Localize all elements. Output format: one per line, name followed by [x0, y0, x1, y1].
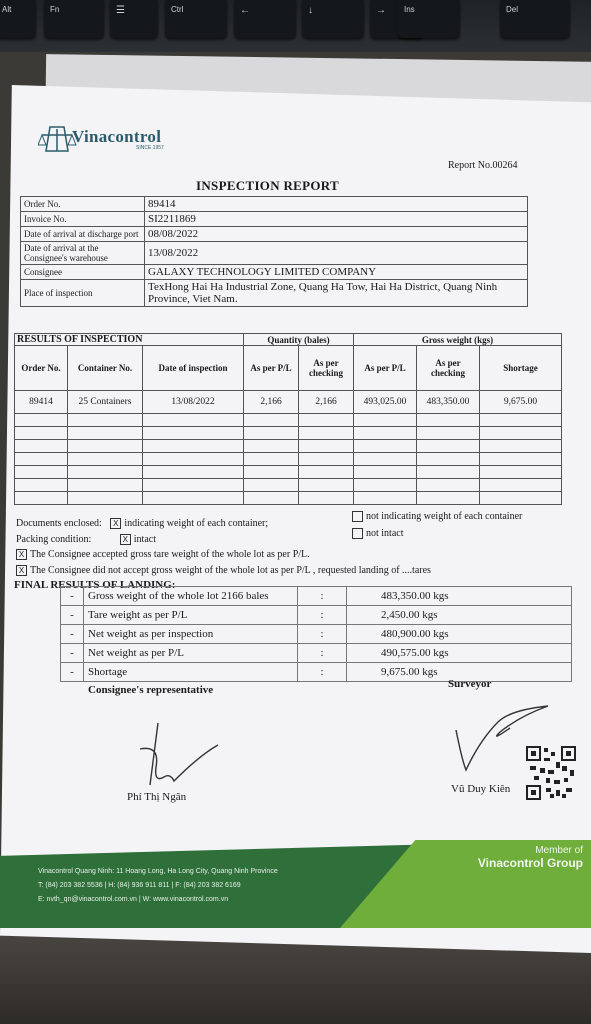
key-menu [110, 0, 158, 38]
order-info-table [20, 196, 528, 307]
table-row: - Gross weight of the whole lot 2166 bales : 483,350.00 kgs [61, 587, 572, 606]
surveyor-name: Vũ Duy Kiên [451, 783, 511, 795]
key-alt: Alt [0, 0, 36, 38]
key-del: Del [500, 0, 570, 38]
arrow-down-icon: ↓ [308, 5, 313, 16]
table-row-empty [15, 440, 562, 453]
docs-not-weight-option: not indicating weight of each container [366, 511, 523, 522]
table-row-empty [15, 492, 562, 505]
packing-not-intact-row [352, 528, 404, 539]
landing-value: 2,450.00 kgs [347, 606, 572, 625]
date-header: Date of inspection [143, 346, 244, 391]
landing-value: 480,900.00 kgs [347, 625, 572, 644]
footer-member-line: Member of [535, 845, 583, 856]
cell-qty-checking: 2,166 [299, 390, 354, 413]
table-row: - Tare weight as per P/L : 2,450.00 kgs [61, 606, 572, 625]
footer-member [478, 845, 583, 870]
docs-weight-option: indicating weight of each container; [124, 518, 269, 529]
landing-label: Shortage [84, 663, 298, 682]
landing-value: 483,350.00 kgs [347, 587, 572, 606]
cell-shortage: 9,675.00 [480, 390, 562, 413]
footer-address: Vinacontrol Quang Ninh: 11 Hoang Long, Ha Long City, Quang Ninh Province [38, 868, 278, 875]
order-no-header: Order No. [15, 346, 68, 391]
info-value: TexHong Hai Ha Industrial Zone, Quang Ha Tow, Hai Ha District, Quang Ninh Province, Viet Nam. [145, 280, 528, 307]
table-row-empty [15, 414, 562, 427]
shortage-header: Shortage [480, 346, 562, 391]
info-label: Date of arrival at discharge port [21, 227, 145, 242]
info-value: GALAXY TECHNOLOGY LIMITED COMPANY [145, 265, 528, 280]
cell-gross-checking: 483,350.00 [417, 390, 480, 413]
accepted-text: The Consignee accepted gross tare weight of the whole lot as per P/L. [30, 549, 310, 560]
table-row-empty [15, 479, 562, 492]
inspection-results-table [14, 333, 562, 505]
qr-code-icon [526, 746, 576, 800]
keyboard-background [0, 0, 591, 52]
docs-not-weight-checkbox [352, 511, 363, 522]
quantity-header: Quantity (bales) [244, 334, 354, 346]
info-value: 13/08/2022 [145, 242, 528, 265]
container-no-header: Container No. [68, 346, 143, 391]
table-row [15, 390, 562, 413]
packing-intact-checkbox: X [120, 534, 131, 545]
info-label: Date of arrival at the Consignee's warehouse [21, 242, 145, 265]
footer-contact: E: nvth_qn@vinacontrol.com.vn | W: www.vinacontrol.com.vn [38, 896, 229, 903]
cell-gross-pl: 493,025.00 [354, 390, 417, 413]
cell-date: 13/08/2022 [143, 390, 244, 413]
cell-order-no: 89414 [15, 390, 68, 413]
documents-enclosed-row [16, 518, 268, 529]
final-results-title: FINAL RESULTS OF LANDING: [14, 579, 176, 591]
docs-not-weight-row [352, 511, 522, 522]
key-down [302, 0, 364, 38]
accepted-row [16, 549, 310, 560]
landing-label: Tare weight as per P/L [84, 606, 298, 625]
report-number: Report No.00264 [448, 160, 518, 171]
not-accepted-row [16, 565, 431, 576]
table-row [21, 212, 528, 227]
table-row-empty [15, 453, 562, 466]
info-label: Order No. [21, 197, 145, 212]
packing-not-intact-option: not intact [366, 528, 404, 539]
packing-condition-row [16, 534, 156, 545]
footer-group-name: Vinacontrol Group [477, 856, 583, 870]
consignee-representative-title: Consignee's representative [88, 684, 214, 696]
menu-icon: ☰ [116, 5, 125, 16]
table-row-empty [15, 427, 562, 440]
landing-label: Net weight as per P/L [84, 644, 298, 663]
table-row [21, 242, 528, 265]
key-ins: Ins [398, 0, 460, 38]
packing-intact-option: intact [133, 534, 156, 545]
table-row: - Net weight as per P/L : 490,575.00 kgs [61, 644, 572, 663]
packing-condition-label: Packing condition: [16, 534, 92, 545]
landing-label: Net weight as per inspection [84, 625, 298, 644]
info-label: Place of inspection [21, 280, 145, 307]
table-row: - Shortage : 9,675.00 kgs [61, 663, 572, 682]
results-title: RESULTS OF INSPECTION [15, 334, 244, 346]
table-row [21, 227, 528, 242]
footer-phone: T: (84) 203 382 5536 | H: (84) 936 911 811 | F: (84) 203 382 6169 [38, 882, 241, 889]
table-row [21, 280, 528, 307]
landing-value: 490,575.00 kgs [347, 644, 572, 663]
qty-pl-header: As per P/L [244, 346, 299, 391]
info-value: SI2211869 [145, 212, 528, 227]
table-row: - Net weight as per inspection : 480,900.00 kgs [61, 625, 572, 644]
qty-checking-header: As per checking [299, 346, 354, 391]
table-row-empty [15, 466, 562, 479]
not-accepted-text: The Consignee did not accept gross weight of the whole lot as per P/L , requested landing of ....tares [30, 565, 431, 576]
cell-qty-pl: 2,166 [244, 390, 299, 413]
brand-since: SINCE 1957 [136, 145, 164, 151]
gross-weight-header: Gross weight (kgs) [354, 334, 562, 346]
brand-name: Vinacontrol [72, 127, 162, 146]
surveyor-title: Surveyor [448, 678, 492, 690]
arrow-right-icon: → [376, 5, 386, 16]
gross-checking-header: As per checking [417, 346, 480, 391]
key-ctrl: Ctrl [165, 0, 227, 38]
key-fn: Fn [44, 0, 104, 38]
info-value: 08/08/2022 [145, 227, 528, 242]
info-value: 89414 [145, 197, 528, 212]
landing-value: 9,675.00 kgs [347, 663, 572, 682]
info-label: Invoice No. [21, 212, 145, 227]
document-title: INSPECTION REPORT [196, 178, 339, 193]
consignee-signature-icon [130, 715, 230, 795]
info-label: Consignee [21, 265, 145, 280]
table-row [21, 197, 528, 212]
arrow-left-icon: ← [240, 5, 250, 16]
final-results-table [60, 586, 572, 682]
accepted-checkbox: X [16, 549, 27, 560]
table-row [21, 265, 528, 280]
cell-container-no: 25 Containers [68, 390, 143, 413]
documents-enclosed-label: Documents enclosed: [16, 518, 102, 529]
consignee-name: Phí Thị Ngân [127, 791, 187, 803]
not-accepted-checkbox: X [16, 565, 27, 576]
key-left [234, 0, 296, 38]
landing-label: Gross weight of the whole lot 2166 bales [84, 587, 298, 606]
packing-not-intact-checkbox [352, 528, 363, 539]
docs-weight-checkbox: X [110, 518, 121, 529]
gross-pl-header: As per P/L [354, 346, 417, 391]
